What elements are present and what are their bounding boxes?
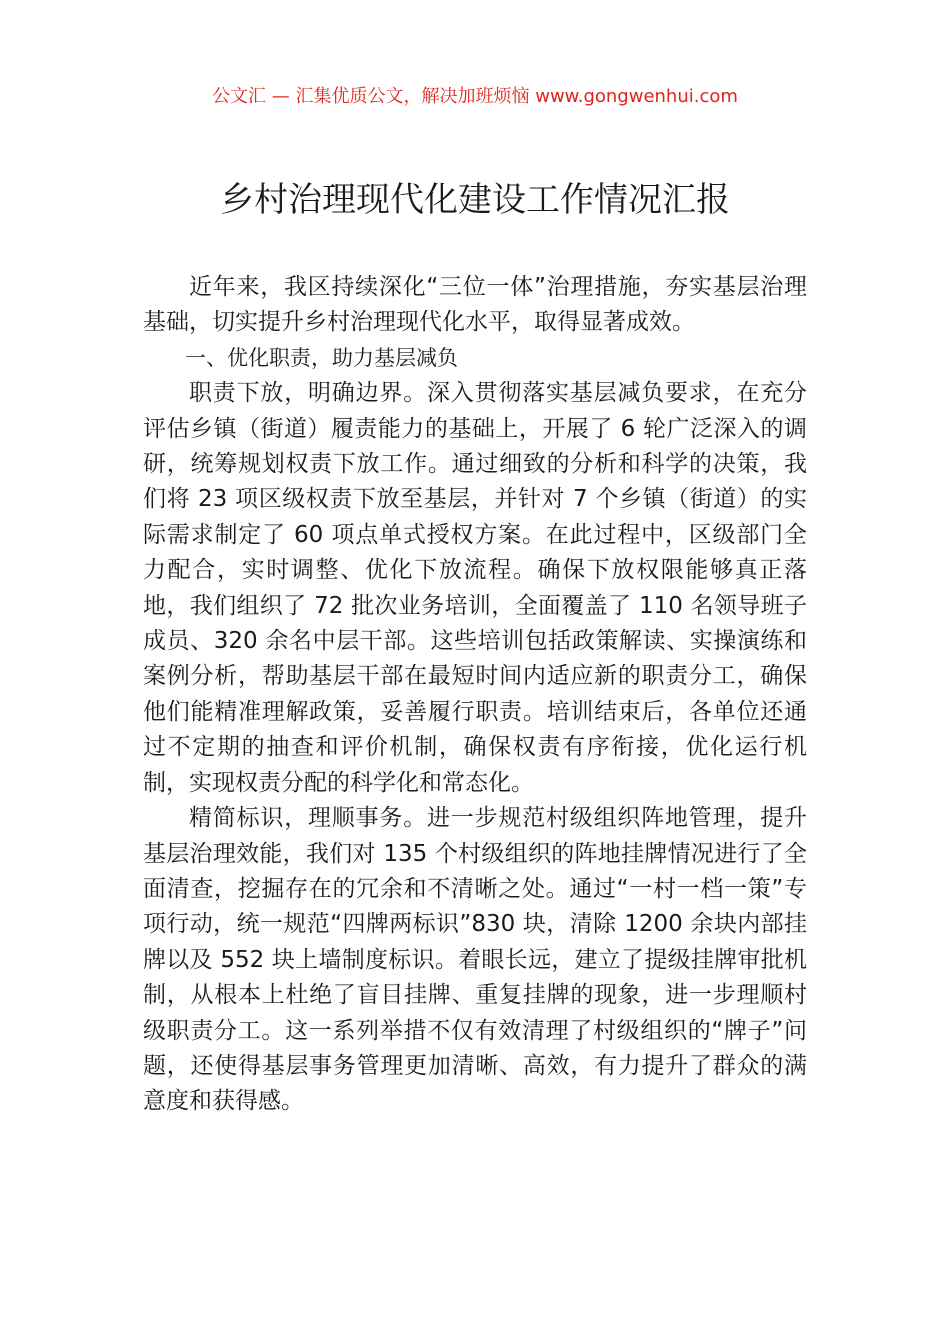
header-banner: 公文汇 — 汇集优质公文，解决加班烦恼 www.gongwenhui.com (212, 86, 738, 107)
intro-paragraph: 近年来，我区持续深化“三位一体”治理措施，夯实基层治理基础，切实提升乡村治理现代化水平，取得显著成效。 (143, 274, 807, 336)
section-heading: 一、优化职责，助力基层减负 (185, 345, 458, 370)
body-paragraph-2: 精简标识，理顺事务。进一步规范村级组织阵地管理，提升基层治理效能，我们对 135 个村级组织的阵地挂牌情况进行了全面清查，挖掘存在的冗余和不清晰之处。通过“一村一档一策”专项行动，统一规范“四牌两标识”830 块，清除 1200 余块内部挂牌以及 552 块上墙制度标识。着眼长远，建立了提级挂牌审批机制，从根本上杜绝了盲目挂牌、重复挂牌的现象，进一步理顺村级职责分工。这一系列举措不仅有效清理了村级组织的“牌子”问题，还使得基层事务管理更加清晰、高效，有力提升了群众的满意度和获得感。 (143, 805, 807, 1115)
page-title: 乡村治理现代化建设工作情况汇报 (220, 180, 730, 220)
document-body (143, 270, 807, 1120)
body-paragraph-1: 职责下放，明确边界。深入贯彻落实基层减负要求，在充分评估乡镇（街道）履责能力的基础上，开展了 6 轮广泛深入的调研，统筹规划权责下放工作。通过细致的分析和科学的决策，我们将 23 项区级权责下放至基层，并针对 7 个乡镇（街道）的实际需求制定了 60 项点单式授权方案。在此过程中，区级部门全力配合，实时调整、优化下放流程。确保下放权限能够真正落地，我们组织了 72 批次业务培训，全面覆盖了 110 名领导班子成员、320 余名中层干部。这些培训包括政策解读、实操演练和案例分析，帮助基层干部在最短时间内适应新的职责分工，确保他们能精准理解政策，妥善履行职责。培训结束后，各单位还通过不定期的抽查和评价机制，确保权责有序衔接，优化运行机制，实现权责分配的科学化和常态化。 (143, 380, 807, 796)
